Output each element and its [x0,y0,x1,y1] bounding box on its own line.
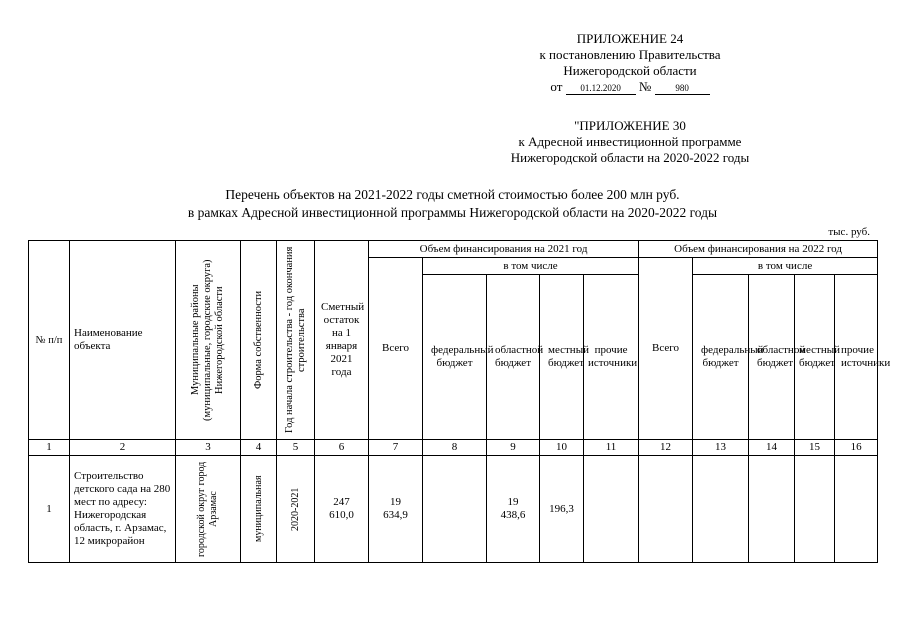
program-appendix-number: "ПРИЛОЖЕНИЕ 30 [574,118,686,133]
header-name: Наименование объекта [70,241,176,440]
header-total-2021: Всего [369,258,423,440]
header-num: № п/п [29,241,70,440]
col-number: 16 [835,440,878,456]
row-municipal-text: городской округ город Арзамас [196,461,219,557]
row-balance: 247 610,0 [315,456,369,563]
row-regional-2021: 19 438,6 [487,456,540,563]
appendix-number: ПРИЛОЖЕНИЕ 24 [576,31,684,46]
col-number: 12 [639,440,693,456]
program-appendix-to-program: к Адресной инвестиционной программе [518,134,742,149]
row-total-2022 [639,456,693,563]
resolution-number: 980 [655,83,710,95]
row-other-2021 [584,456,639,563]
header-local-2022: местный бюджет [795,275,835,440]
document-title-line2: в рамках Адресной инвестиционной программы Нижегородской области на 2020-2022 годы [187,205,718,220]
row-local-2021: 196,3 [540,456,584,563]
document-title [0,186,905,222]
col-number: 5 [277,440,315,456]
row-other-2022 [835,456,878,563]
units-label: тыс. руб. [828,226,870,238]
row-ownership [241,456,277,563]
row-municipal [176,456,241,563]
col-number: 6 [315,440,369,456]
table-header-row-1 [29,241,878,258]
col-number: 7 [369,440,423,456]
row-regional-2022 [749,456,795,563]
col-number: 13 [693,440,749,456]
header-years-text: Год начала строительства - год окончания строительства [283,246,307,434]
col-number: 3 [176,440,241,456]
appendix-to-resolution: к постановлению Правительства [539,47,721,62]
header-federal-2021: федеральный бюджет [423,275,487,440]
header-other-2022: прочие источники [835,275,878,440]
col-number: 11 [584,440,639,456]
header-municipal-text: Муниципальные районы (муниципальные, городские округа) Нижегородской области [190,259,225,421]
row-total-2021: 19 634,9 [369,456,423,563]
header-regional-2022: областной бюджет [749,275,795,440]
program-appendix-region: Нижегородской области на 2020-2022 годы [510,150,750,165]
row-num: 1 [29,456,70,563]
number-label: № [638,79,652,94]
header-other-2021: прочие источники [584,275,639,440]
header-municipal [176,241,241,440]
col-number: 4 [241,440,277,456]
row-federal-2022 [693,456,749,563]
header-ownership-text: Форма собственности [252,290,264,390]
row-years-text: 2020-2021 [289,487,301,531]
objects-table [28,240,891,563]
col-number: 1 [29,440,70,456]
col-number: 8 [423,440,487,456]
row-ownership-text: муниципальная [252,475,264,543]
column-number-row [29,440,878,456]
header-years [277,241,315,440]
header-total-2022: Всего [639,258,693,440]
document-title-line1: Перечень объектов на 2021-2022 годы сметной стоимостью более 200 млн руб. [225,187,680,202]
resolution-date: 01.12.2020 [566,83,636,95]
row-local-2022 [795,456,835,563]
table-row [29,456,878,563]
header-fin-2021: Объем финансирования на 2021 год [369,241,639,258]
row-name: Строительство детского сада на 280 мест по адресу: Нижегородская область, г. Арзамас, 12 микрорайон [70,456,176,563]
appendix-region: Нижегородской области [563,63,697,78]
header-including-2022: в том числе [693,258,878,275]
col-number: 9 [487,440,540,456]
row-years [277,456,315,563]
col-number: 2 [70,440,176,456]
header-fin-2022: Объем финансирования на 2022 год [639,241,878,258]
header-including-2021: в том числе [423,258,639,275]
header-balance: Сметный остаток на 1 января 2021 года [315,241,369,440]
header-regional-2021: областной бюджет [487,275,540,440]
col-number: 14 [749,440,795,456]
appendix-header [480,31,780,95]
col-number: 15 [795,440,835,456]
resolution-date-line [480,79,780,95]
header-federal-2022: федеральный бюджет [693,275,749,440]
header-ownership [241,241,277,440]
header-local-2021: местный бюджет [540,275,584,440]
from-label: от [550,79,563,94]
col-number: 10 [540,440,584,456]
row-federal-2021 [423,456,487,563]
program-appendix-header [470,118,790,166]
